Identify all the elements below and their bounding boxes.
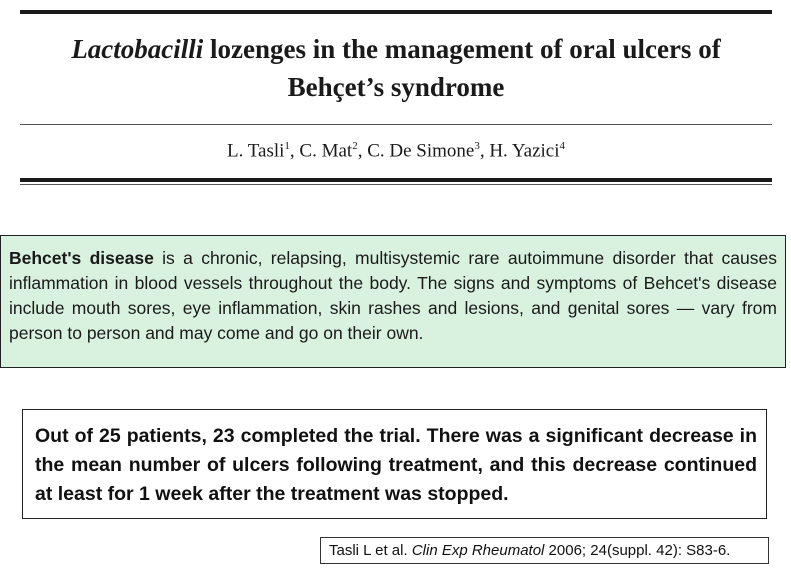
paper-title [20,30,772,106]
author-list: L. Tasli$^1$, C. Mat$^2$, C. De Simone$^3$, H. Yazici$^4$ [226,140,566,162]
title-italic-term: Lactobacilli [71,34,204,64]
definition-term: Behcet's disease [9,248,154,268]
citation-details: 2006; 24(suppl. 42): S83-6. [544,542,731,559]
author-affiliation: 1 [284,140,290,152]
author-affiliation: 2 [352,140,358,152]
definition-text: is a chronic, relapsing, multisystemic rare autoimmune disorder that causes inflammation in blood vessels throughout the body. The signs and symptoms of Behcet's disease include mouth sores, eye inflammation, skin rashes and lesions, and genital sores — vary from person to person and may come and go on their own. [9,248,778,343]
citation-authors: Tasli L et al. [329,542,412,559]
title-line-1-rest: lozenges in the management of oral ulcers of [203,34,721,64]
result-text: Out of 25 patients, 23 completed the trial. There was a significant decrease in the mean number of ulcers following treatment, and this decrease continued at least for 1 week after the treatment was stopped. [35,425,757,505]
author-name: H. Yazici [489,140,560,162]
result-box [22,409,767,519]
bottom-rule-thick [20,178,772,182]
citation-box [320,537,769,564]
middle-rule [20,124,772,125]
author-name: L. Tasli [226,140,285,162]
citation-journal: Clin Exp Rheumatol [411,542,545,559]
title-line-1 [20,30,772,68]
author-name: C. De Simone [367,140,475,162]
author-affiliation: 3 [474,140,480,152]
bottom-rule-thin [20,184,772,185]
author-affiliation: 4 [559,140,566,152]
top-rule [20,10,772,14]
author-name: C. Mat [299,140,353,162]
title-line-2: Behçet’s syndrome [287,72,505,102]
definition-box [0,235,786,368]
